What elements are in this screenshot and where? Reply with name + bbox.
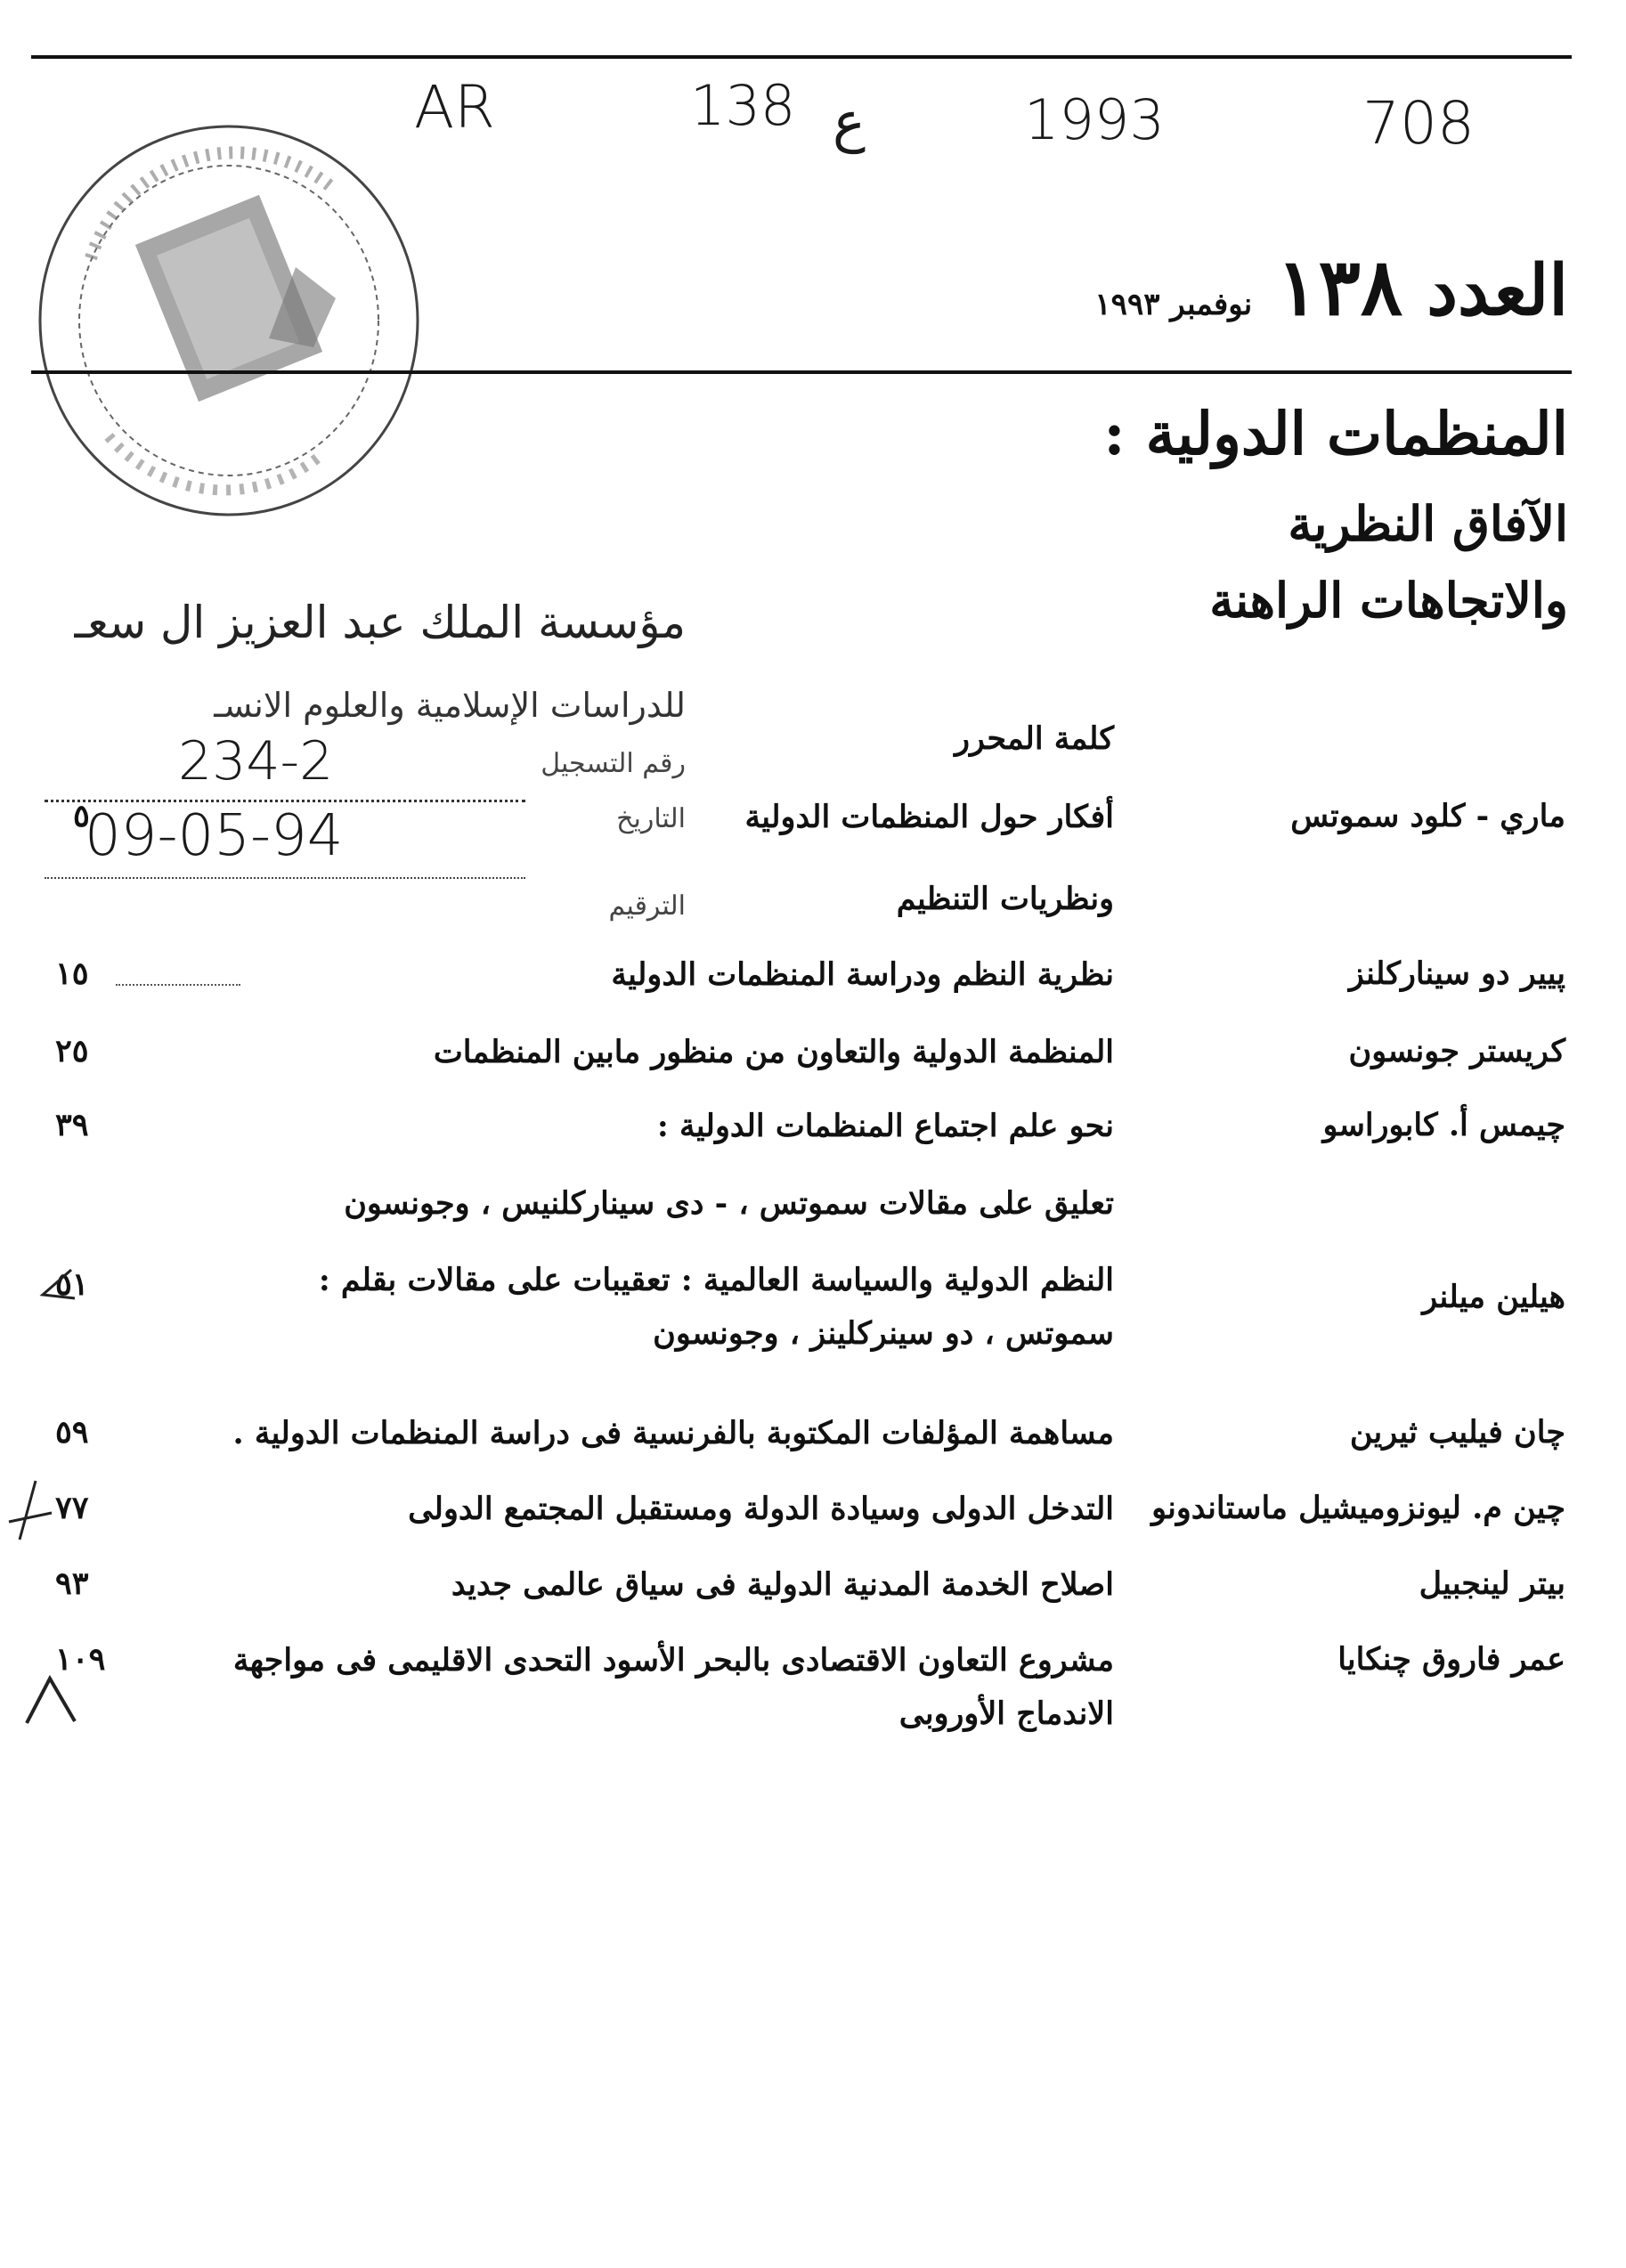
toc-article-title: مشروع التعاون الاقتصادى بالبحر الأسود التحدى الاقليمى فى مواجهة الاندماج الأوروبى (232, 1642, 1114, 1732)
toc-page-number: ٥١ (55, 1266, 89, 1303)
pencil-check-mark (0, 1477, 57, 1549)
registration-number-label: رقم التسجيل (541, 748, 686, 779)
pencil-check-mark (20, 1670, 82, 1732)
issue-label: العدد (1427, 250, 1568, 331)
toc-author: پيير دو سيناركلنز (1348, 955, 1565, 992)
pencil-check-mark (36, 1263, 80, 1307)
toc-page-number: ٥٩ (55, 1414, 89, 1451)
handwritten-issue-number: 138 (690, 73, 796, 138)
toc-article-title: النظم الدولية والسياسة العالمية : تعقيبات على مقالات بقلم : سموتس ، دو سينركلينز ، وجونسون (318, 1262, 1114, 1352)
toc-author: چان فيليب ثيرين (1349, 1414, 1565, 1451)
issue-header (838, 240, 1568, 333)
toc-row (0, 1100, 1626, 1153)
toc-article-title: أفكار حول المنظمات الدولية (744, 799, 1114, 835)
toc-article-title: كلمة المحرر (955, 720, 1114, 757)
toc-article-title: نظرية النظم ودراسة المنظمات الدولية (611, 956, 1114, 993)
handwritten-letter: ع (833, 89, 866, 154)
registration-line-2: للدراسات الإسلامية والعلوم الانسـ (214, 686, 686, 725)
toc-page-number: ٢٥ (55, 1033, 89, 1069)
toc-article-title: اصلاح الخدمة المدنية الدولية فى سياق عالمى جديد (451, 1566, 1114, 1603)
toc-author: بيتر لينجبيل (1419, 1565, 1565, 1602)
toc-row (0, 948, 1626, 1002)
handwritten-year: 1993 (1024, 87, 1165, 152)
toc-article-title: ونظريات التنظيم (896, 881, 1114, 917)
registration-line-1: مؤسسة الملك عبد العزيز ال سعـ (74, 597, 686, 648)
toc-page-number: ٩٣ (55, 1565, 89, 1602)
toc-row (0, 712, 1626, 766)
library-seal-stamp (28, 116, 429, 525)
toc-page-number: ٣٩ (55, 1107, 89, 1143)
toc-author: چين م. ليونزوميشيل ماستاندونو (1151, 1490, 1565, 1526)
toc-row (0, 791, 1626, 844)
toc-page-number: ١٥ (55, 955, 89, 992)
toc-author: ماري - كلود سموتس (1290, 798, 1565, 834)
issue-subtitle-2: والاتجاهات الراهنة (1209, 572, 1568, 629)
toc-author: چيمس أ. كابوراسو (1322, 1107, 1565, 1143)
toc-author: هيلين ميلنر (1422, 1279, 1565, 1315)
toc-row (0, 1407, 1626, 1460)
toc-row (0, 1483, 1626, 1536)
toc-article-title: مساهمة المؤلفات المكتوبة بالفرنسية فى دراسة المنظمات الدولية . (232, 1415, 1114, 1451)
registration-classification-label: الترقيم (608, 890, 686, 922)
toc-page-number: ١٠٩ (55, 1641, 106, 1678)
toc-page-number: ٧٧ (55, 1490, 89, 1526)
top-rule (31, 55, 1572, 59)
handwritten-reference: 708 (1362, 89, 1475, 158)
issue-subtitle-1: الآفاق النظرية (1288, 495, 1568, 552)
toc-article-title: تعليق على مقالات سموتس ، - دى سيناركلنيس ، وجونسون (344, 1185, 1114, 1222)
toc-row (0, 1558, 1626, 1612)
toc-page-number: ٥ (73, 798, 90, 834)
toc-author: عمر فاروق چنكايا (1337, 1641, 1565, 1678)
toc-author: كريستر جونسون (1348, 1033, 1565, 1069)
issue-number: ١٣٨ (1276, 240, 1403, 333)
issue-title: المنظمات الدولية : (1103, 399, 1568, 468)
toc-article-title: التدخل الدولى وسيادة الدولة ومستقبل المجتمع الدولى (408, 1491, 1114, 1527)
toc-row (0, 1177, 1626, 1231)
toc-row (0, 1634, 1626, 1741)
toc-row (0, 1254, 1626, 1361)
registration-date-label: التاريخ (616, 803, 686, 834)
handwritten-code: AR (414, 73, 496, 142)
toc-row (0, 873, 1626, 926)
header-rule (31, 370, 1572, 374)
registration-number: 234-2 (178, 730, 334, 793)
toc-row (0, 1026, 1626, 1079)
registration-date: 09-05-94 (85, 803, 344, 869)
toc-article-title: المنظمة الدولية والتعاون من منظور مابين المنظمات (433, 1034, 1114, 1070)
issue-date: نوفمبر ١٩٩٣ (1094, 287, 1253, 322)
toc-article-title: نحو علم اجتماع المنظمات الدولية : (656, 1108, 1114, 1144)
